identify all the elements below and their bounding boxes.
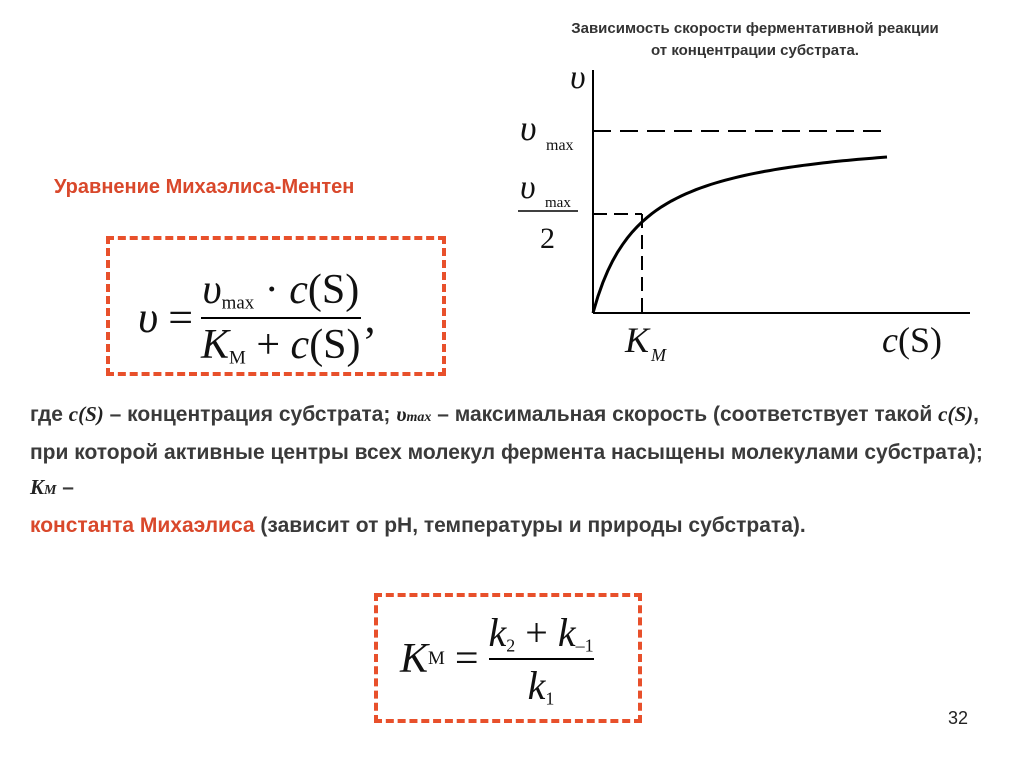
desc-text-2: – концентрация субстрата; (103, 403, 397, 426)
symbol-cs: c(S) (68, 402, 104, 426)
description-paragraph (30, 397, 990, 543)
symbol-km: K (30, 475, 45, 499)
michaelis-menten-equation: υ = $\frac{\upsilon_{max} \cdot c(S)}{K_M + c(S)}$ , (138, 267, 376, 369)
half-vmax-denominator: 2 (540, 222, 555, 255)
chart-title (520, 18, 990, 62)
michaelis-menten-chart (510, 60, 980, 380)
desc-text-3: – максимальная скорость (соответствует такой (431, 403, 939, 426)
symbol-cs-2: c(S) (938, 402, 974, 426)
km-equation-box (374, 593, 642, 723)
desc-text-6: (зависит от рН, температуры и природы субстрата). (254, 514, 806, 537)
vmax-tick-sub: max (546, 137, 574, 154)
chart-title-line2: от концентрации субстрата. (651, 42, 859, 59)
heading-michaelis-menten: Уравнение Михаэлиса-Ментен (54, 176, 355, 198)
symbol-vmax: υ (396, 402, 407, 426)
page-number: 32 (947, 708, 968, 728)
km-equation: K M = $\frac{k_2 + k_{-1}}{k_1}$ (400, 610, 594, 709)
saturation-curve (593, 157, 887, 313)
half-vmax-numerator: υ (520, 169, 536, 206)
vmax-tick-label: υ (520, 108, 537, 148)
desc-highlight-constant: константа Михаэлиса (30, 514, 255, 537)
desc-text-1: где (30, 403, 69, 426)
x-axis-label: c(S) (882, 320, 942, 360)
y-axis-label: υ (570, 60, 586, 96)
km-tick-sub: M (651, 345, 666, 365)
half-vmax-numerator-sub: max (545, 195, 571, 211)
chart-title-line1: Зависимость скорости ферментативной реакции (571, 20, 939, 37)
desc-text-4: , при которой активные центры всех молекул фермента насыщены молекулами субстрата); (30, 403, 983, 464)
desc-text-5: – (56, 476, 74, 499)
symbol-km-sub: M (44, 483, 57, 498)
michaelis-menten-equation-box (106, 236, 446, 376)
km-tick-label: K (625, 320, 650, 360)
symbol-vmax-sub: max (406, 410, 432, 425)
